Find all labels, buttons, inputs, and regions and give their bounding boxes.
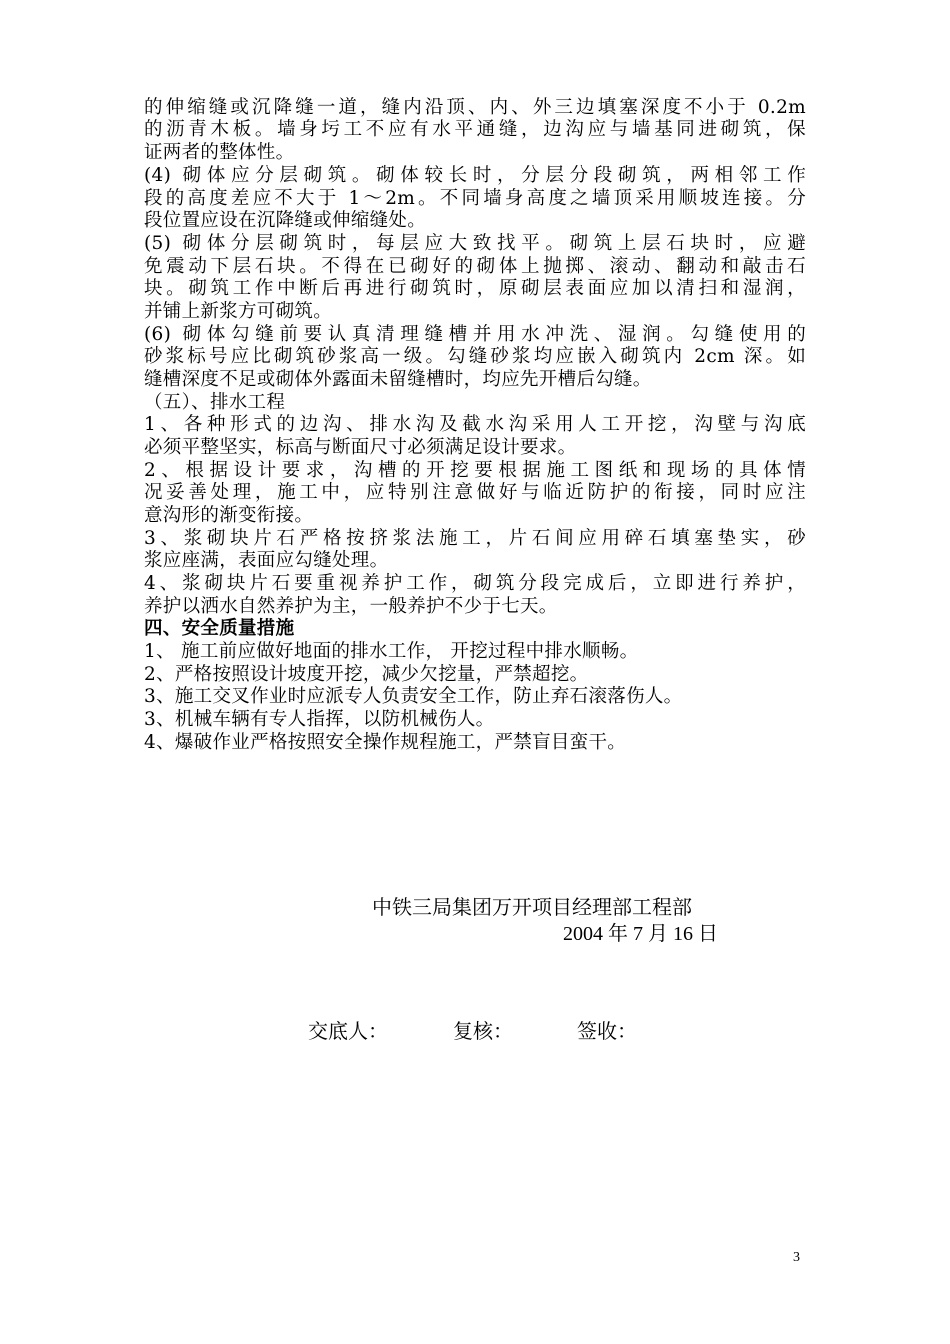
list-item: 1、 施工前应做好地面的排水工作， 开挖过程中排水顺畅。 (144, 641, 639, 662)
reviewer-label: 复核： (453, 1021, 513, 1043)
section-heading: 四、安全质量措施 (144, 618, 295, 639)
body-line: 免震动下层石块。不得在已砌好的砌体上抛掷、滚动、翻动和敲击石 (144, 256, 806, 277)
signature-date: 2004 年 7 月 16 日 (563, 923, 718, 945)
list-item: 3、施工交叉作业时应派专人负责安全工作，防止弃石滚落伤人。 (144, 686, 683, 707)
body-line: 意沟形的渐变衔接。 (144, 505, 314, 526)
body-line: (5) 砌体分层砌筑时，每层应大致找平。砌筑上层石块时，应避 (144, 233, 806, 254)
body-line: 块。砌筑工作中断后再进行砌筑时，原砌层表面应加以清扫和湿润， (144, 278, 806, 299)
list-item: 4、爆破作业严格按照安全操作规程施工，严禁盲目蛮干。 (144, 732, 627, 753)
body-line: 2、根据设计要求，沟槽的开挖要根据施工图纸和现场的具体情 (144, 460, 806, 481)
list-item: 3、机械车辆有专人指挥，以防机械伤人。 (144, 709, 495, 730)
body-line: 的沥青木板。墙身圬工不应有水平通缝，边沟应与墙基同进砌筑，保 (144, 119, 806, 140)
body-line: 养护以洒水自然养护为主，一般养护不少于七天。 (144, 596, 558, 617)
body-line: 况妥善处理，施工中，应特别注意做好与临近防护的衔接，同时应注 (144, 482, 806, 503)
page-number: 3 (793, 1250, 800, 1265)
signature-organization: 中铁三局集团万开项目经理部工程部 (372, 897, 692, 919)
body-line: 缝槽深度不足或砌体外露面未留缝槽时，均应先开槽后勾缝。 (144, 369, 652, 390)
body-line: 证两者的整体性。 (144, 142, 295, 163)
body-line: 段位置应设在沉降缝或伸缩缝处。 (144, 210, 427, 231)
section-heading: （五）、排水工程 (144, 392, 286, 413)
presenter-label: 交底人： (308, 1021, 388, 1043)
body-line: 的伸缩缝或沉降缝一道，缝内沿顶、内、外三边填塞深度不小于 0.2m (144, 97, 806, 118)
body-line: 段的高度差应不大于 1～2m。不同墙身高度之墙顶采用顺坡连接。分 (144, 188, 806, 209)
body-line: 1、各种形式的边沟、排水沟及截水沟采用人工开挖，沟壁与沟底 (144, 414, 806, 435)
body-line: 并铺上新浆方可砌筑。 (144, 301, 333, 322)
list-item: 2、严格按照设计坡度开挖，减少欠挖量，严禁超挖。 (144, 664, 589, 685)
body-line: 砂浆标号应比砌筑砂浆高一级。勾缝砂浆均应嵌入砌筑内 2cm 深。如 (144, 346, 806, 367)
body-line: (4) 砌体应分层砌筑。砌体较长时，分层分段砌筑，两相邻工作 (144, 165, 806, 186)
body-line: 浆应座满，表面应勾缝处理。 (144, 550, 389, 571)
receiver-label: 签收： (577, 1021, 637, 1043)
body-line: 必须平整坚实，标高与断面尺寸必须满足设计要求。 (144, 437, 577, 458)
body-line: 4、浆砌块片石要重视养护工作，砌筑分段完成后，立即进行养护， (144, 573, 806, 594)
body-line: (6) 砌体勾缝前要认真清理缝槽并用水冲洗、湿润。勾缝使用的 (144, 324, 806, 345)
body-line: 3、浆砌块片石严格按挤浆法施工，片石间应用碎石填塞垫实，砂 (144, 528, 806, 549)
